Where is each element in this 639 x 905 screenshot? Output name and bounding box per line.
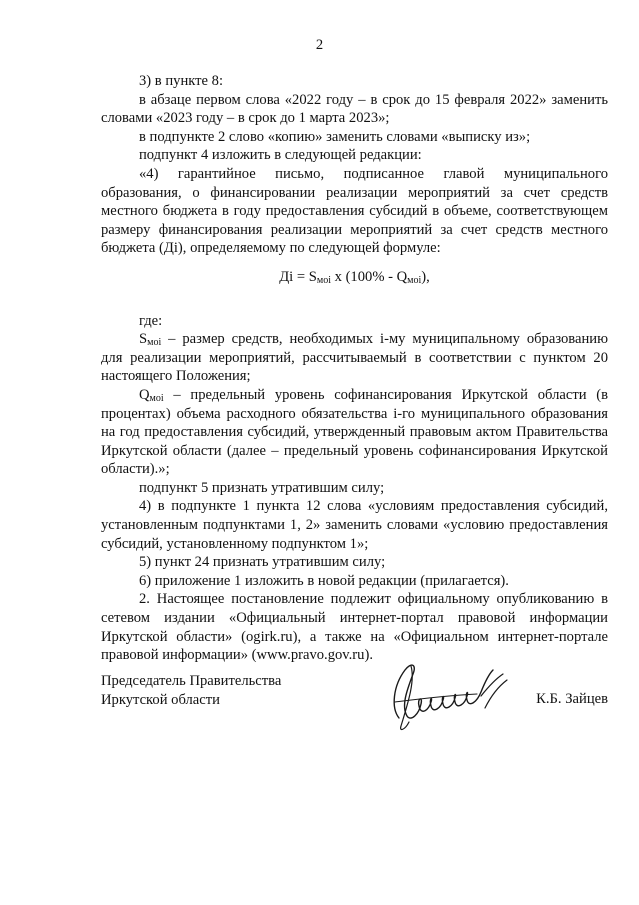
- paragraph-item-3: 3) в пункте 8:: [139, 73, 224, 89]
- definition-s-text: – размер средств, необходимых i-му муниципальному образованию для реализации мероприятий, рассчитываемый в соответствии с пунктом 20 настоящего Положения;: [101, 331, 608, 385]
- paragraph-subpoint-5: подпункт 5 признать утратившим силу;: [139, 479, 385, 496]
- page-number: 2: [315, 37, 324, 53]
- position-line-1: Председатель Правительства: [101, 673, 282, 689]
- definition-s-sub: моi: [147, 337, 162, 349]
- position-line-2: Иркутской области: [101, 691, 220, 708]
- paragraph-guarantee-letter: «4) гарантийное письмо, подписанное главой муниципального образования, о финансировании реализации мероприятий за счет средств местного бюджета в году предоставления субсидий в объеме, соответствующем размеру финансирования реализации мероприятий за счет средств местного бюджета (Дi), определяемому по следующей формуле:: [101, 165, 608, 257]
- paragraph-definition-q: [101, 386, 608, 479]
- paragraph-publication: 2. Настоящее постановление подлежит официальному опубликованию в сетевом издании «Официальный интернет-портал правовой информации Иркутской области» (ogirk.ru), а также на «Официальном интернет-портале правовой информации» (www.pravo.gov.ru).: [101, 591, 608, 664]
- paragraph-item-6: 6) приложение 1 изложить в новой редакции (прилагается).: [139, 572, 509, 589]
- signature-block: [101, 672, 608, 752]
- paragraph-item-4: 4) в подпункте 1 пункта 12 слова «условиям предоставления субсидий, установленным подпунктами 1, 2» заменить словами «условию предоставления субсидий, установленному подпунктом 1»;: [101, 498, 608, 552]
- formula-mid: x (100% - Q: [330, 268, 408, 285]
- formula-lhs: Дi = S: [279, 268, 317, 285]
- paragraph-first-abzac: в абзаце первом слова «2022 году – в срок до 15 февраля 2022» заменить словами «2023 году – в срок до 1 марта 2023»;: [101, 91, 608, 127]
- definition-q-sub: моi: [149, 392, 164, 404]
- paragraph-item-5: 5) пункт 24 признать утратившим силу;: [139, 554, 386, 571]
- paragraph-subpoint-2: в подпункте 2 слово «копию» заменить словами «выписку из»;: [139, 128, 531, 145]
- signatory-name: К.Б. Зайцев: [536, 691, 608, 707]
- paragraph-definition-s: [101, 330, 608, 386]
- definition-q-symbol: Q: [139, 386, 150, 403]
- formula-rhs: ),: [421, 268, 430, 285]
- paragraph-subpoint-4: подпункт 4 изложить в следующей редакции:: [139, 147, 422, 164]
- document-body: [101, 72, 608, 665]
- formula: [101, 268, 608, 287]
- formula-sub-2: моi: [407, 274, 422, 286]
- handwritten-signature: [381, 656, 521, 736]
- signatory-position: [101, 672, 281, 709]
- definition-s-symbol: S: [139, 331, 148, 348]
- definition-q-text: – предельный уровень софинансирования Иркутской области (в процентах) объема расходного обязательства i-го муниципального образования на год предоставления субсидий, утвержденный правовым актом Правительства Иркутской области (далее – предельный уровень софинансирования Иркутской области).»;: [101, 386, 608, 478]
- paragraph-where: где:: [139, 312, 163, 329]
- formula-sub-1: моi: [316, 274, 331, 286]
